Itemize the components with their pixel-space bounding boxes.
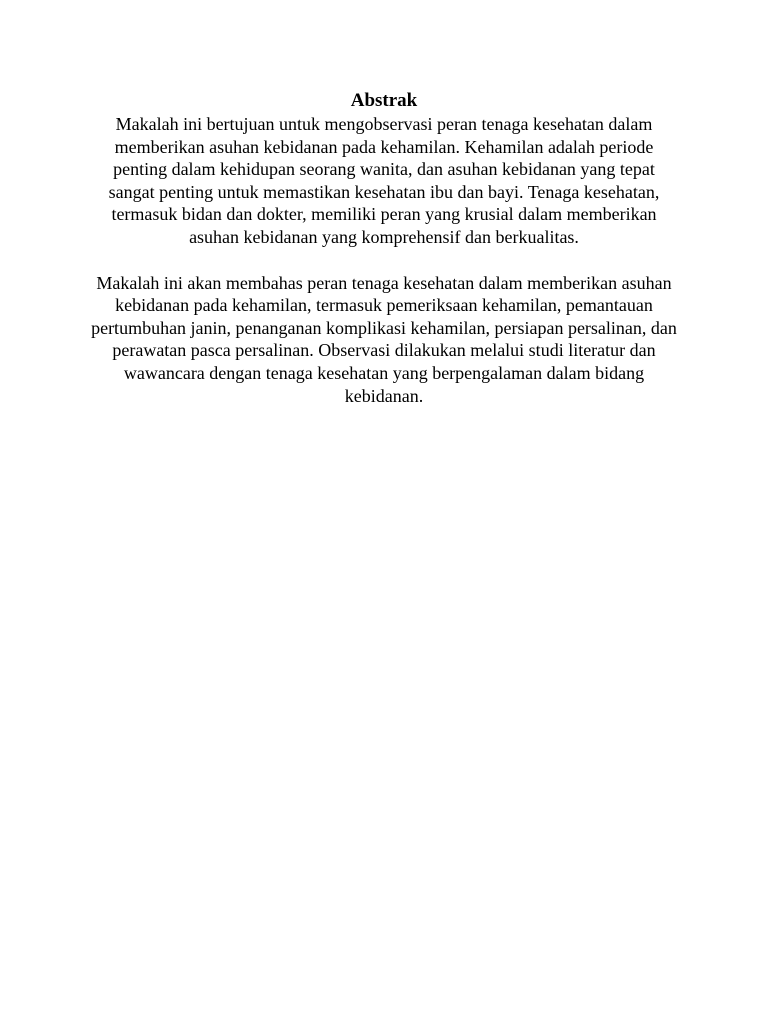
abstract-paragraph-2: Makalah ini akan membahas peran tenaga kesehatan dalam memberikan asuhan kebidanan pada kehamilan, termasuk pemeriksaan kehamilan, pemantauan pertumbuhan janin, penanganan komplikasi kehamilan, persiapan persalinan, dan perawatan pasca persalinan. Observasi dilakukan melalui studi literatur dan wawancara dengan tenaga kesehatan yang berpengalaman dalam bidang kebidanan. (91, 272, 677, 406)
abstract-paragraph-1: Makalah ini bertujuan untuk mengobservasi peran tenaga kesehatan dalam memberikan asuhan kebidanan pada kehamilan. Kehamilan adalah periode penting dalam kehidupan seorang wanita, dan asuhan kebidanan yang tepat sangat penting untuk memastikan kesehatan ibu dan bayi. Tenaga kesehatan, termasuk bidan dan dokter, memiliki peran yang krusial dalam memberikan asuhan kebidanan yang komprehensif dan berkualitas. (108, 114, 660, 247)
abstract-section (88, 88, 680, 407)
abstract-title: Abstrak (350, 90, 418, 111)
